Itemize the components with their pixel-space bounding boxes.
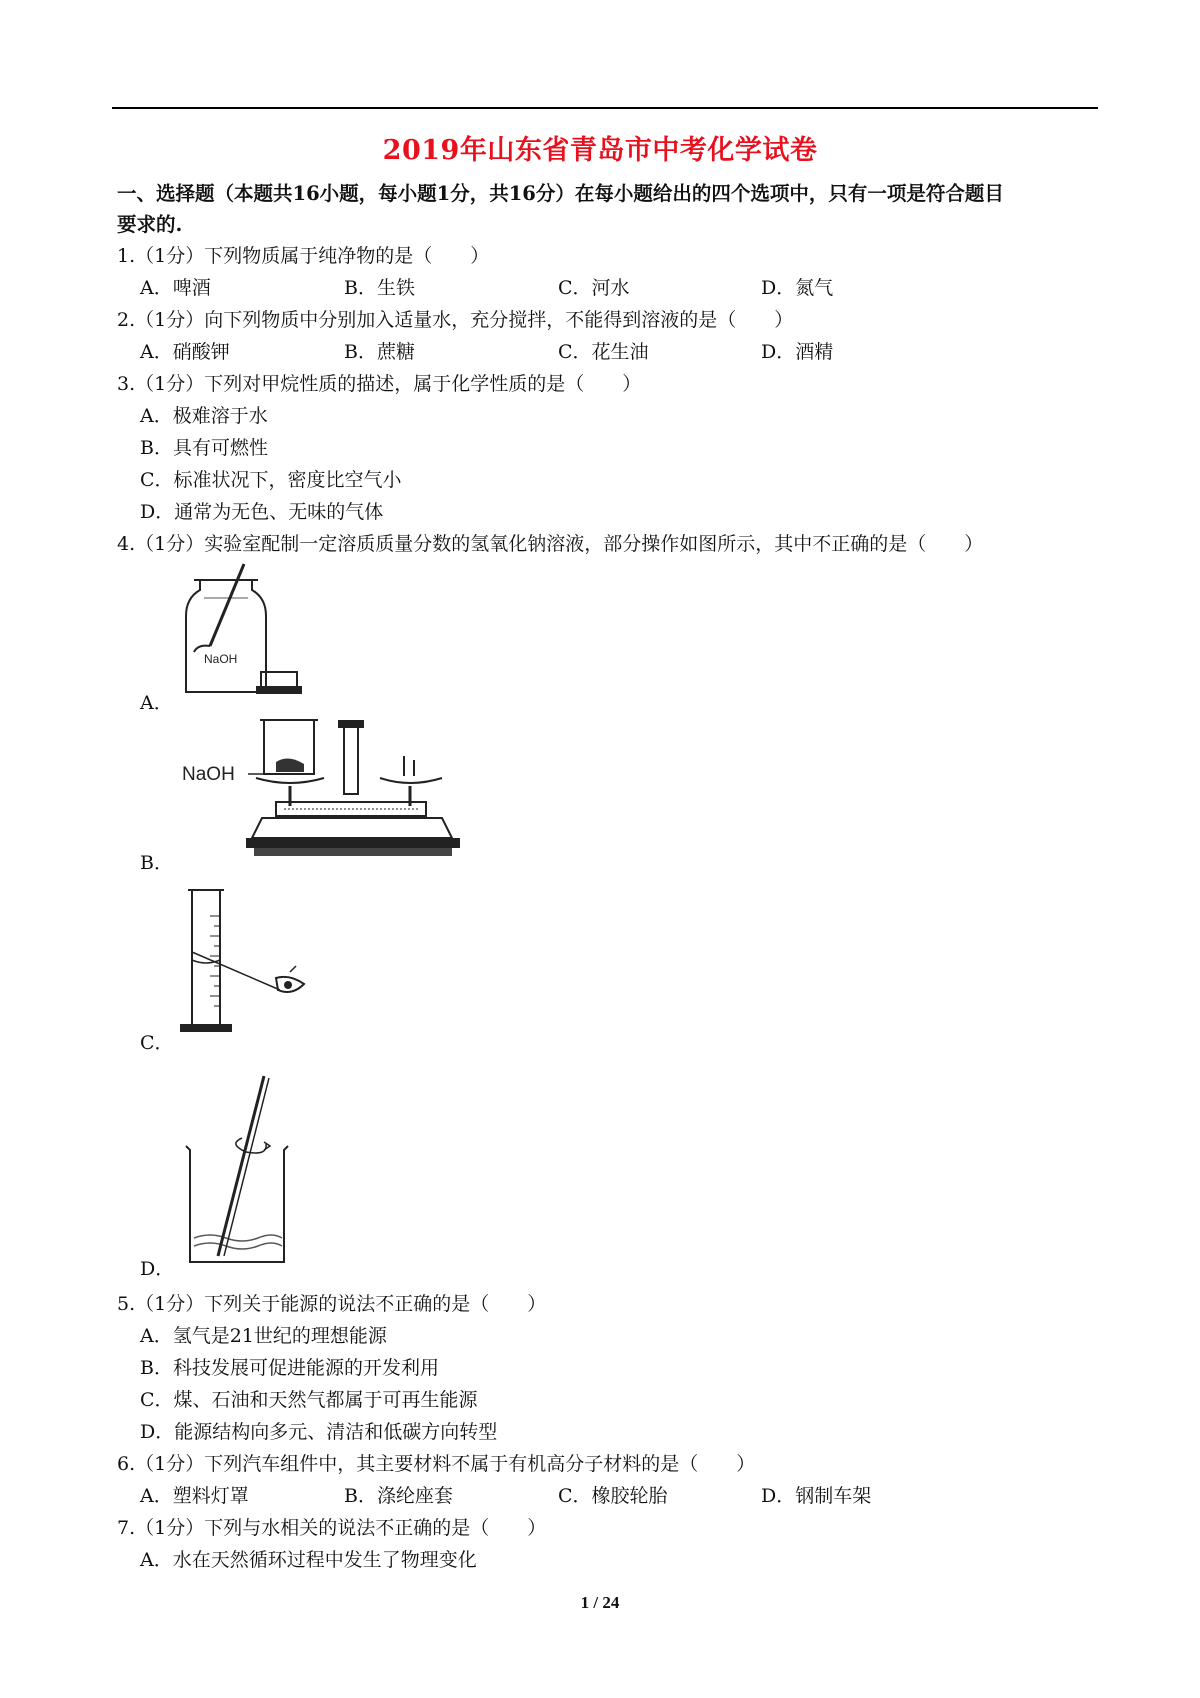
q3-option-b: B．具有可燃性 — [140, 437, 268, 459]
q1-option-a: A．啤酒 — [140, 277, 211, 299]
q1-option-d: D．氮气 — [761, 277, 834, 299]
q2-option-c: C．花生油 — [558, 341, 649, 363]
q1-option-c: C．河水 — [558, 277, 630, 299]
q6-option-a: A．塑料灯罩 — [140, 1485, 249, 1507]
header-rule — [112, 107, 1098, 109]
q1-option-b: B．生铁 — [344, 277, 415, 299]
q6-option-c: C．橡胶轮胎 — [558, 1485, 668, 1507]
question-1-stem: 1.（1分）下列物质属于纯净物的是（ ） — [117, 245, 490, 267]
section-heading-line2: 要求的. — [117, 213, 183, 236]
q3-option-a: A．极难溶于水 — [140, 405, 268, 427]
q4-option-d: D． — [140, 1258, 175, 1280]
question-6-options — [140, 1481, 871, 1508]
question-1-options — [140, 273, 833, 300]
q4-option-c: C． — [140, 1032, 174, 1054]
section-heading-line1: 一、选择题（本题共16小题，每小题1分，共16分）在每小题给出的四个选项中，只有一项是符合题目 — [117, 182, 1004, 205]
q6-option-d: D．钢制车架 — [761, 1485, 872, 1507]
question-6-stem: 6.（1分）下列汽车组件中，其主要材料不属于有机高分子材料的是（ ） — [117, 1453, 756, 1475]
page-number: 1 / 24 — [580, 1593, 620, 1612]
question-2-options — [140, 337, 833, 364]
q2-option-a: A．硝酸钾 — [140, 341, 230, 363]
q2-option-d: D．酒精 — [761, 341, 834, 363]
q5-option-b: B．科技发展可促进能源的开发利用 — [140, 1357, 439, 1379]
q3-option-c: C．标准状况下，密度比空气小 — [140, 469, 402, 491]
question-3-stem: 3.（1分）下列对甲烷性质的描述，属于化学性质的是（ ） — [117, 373, 642, 395]
exam-title: 2019年山东省青岛市中考化学试卷 — [382, 135, 818, 166]
figure-b-balance — [180, 714, 470, 862]
figure-c-graduated-cylinder — [180, 886, 320, 1038]
question-4-stem: 4.（1分）实验室配制一定溶质质量分数的氢氧化钠溶液，部分操作如图所示，其中不正确的是（ ） — [117, 533, 984, 555]
question-2-stem: 2.（1分）向下列物质中分别加入适量水，充分搅拌，不能得到溶液的是（ ） — [117, 309, 794, 331]
figure-b-label: NaOH — [182, 764, 235, 785]
q4-option-a: A． — [140, 692, 173, 714]
figure-a-reagent-bottle — [180, 560, 310, 698]
q7-option-a: A．水在天然循环过程中发生了物理变化 — [140, 1549, 477, 1571]
q5-option-c: C．煤、石油和天然气都属于可再生能源 — [140, 1389, 478, 1411]
q5-option-d: D．能源结构向多元、清洁和低碳方向转型 — [140, 1421, 498, 1443]
question-7-stem: 7.（1分）下列与水相关的说法不正确的是（ ） — [117, 1517, 547, 1539]
figure-a-label: NaOH — [204, 652, 238, 666]
q2-option-b: B．蔗糖 — [344, 341, 415, 363]
q3-option-d: D．通常为无色、无味的气体 — [140, 501, 384, 523]
question-5-stem: 5.（1分）下列关于能源的说法不正确的是（ ） — [117, 1293, 547, 1315]
q4-option-b: B． — [140, 852, 173, 874]
figure-d-beaker-stirring — [180, 1072, 320, 1268]
q5-option-a: A．氢气是21世纪的理想能源 — [140, 1325, 387, 1347]
q6-option-b: B．涤纶座套 — [344, 1485, 453, 1507]
